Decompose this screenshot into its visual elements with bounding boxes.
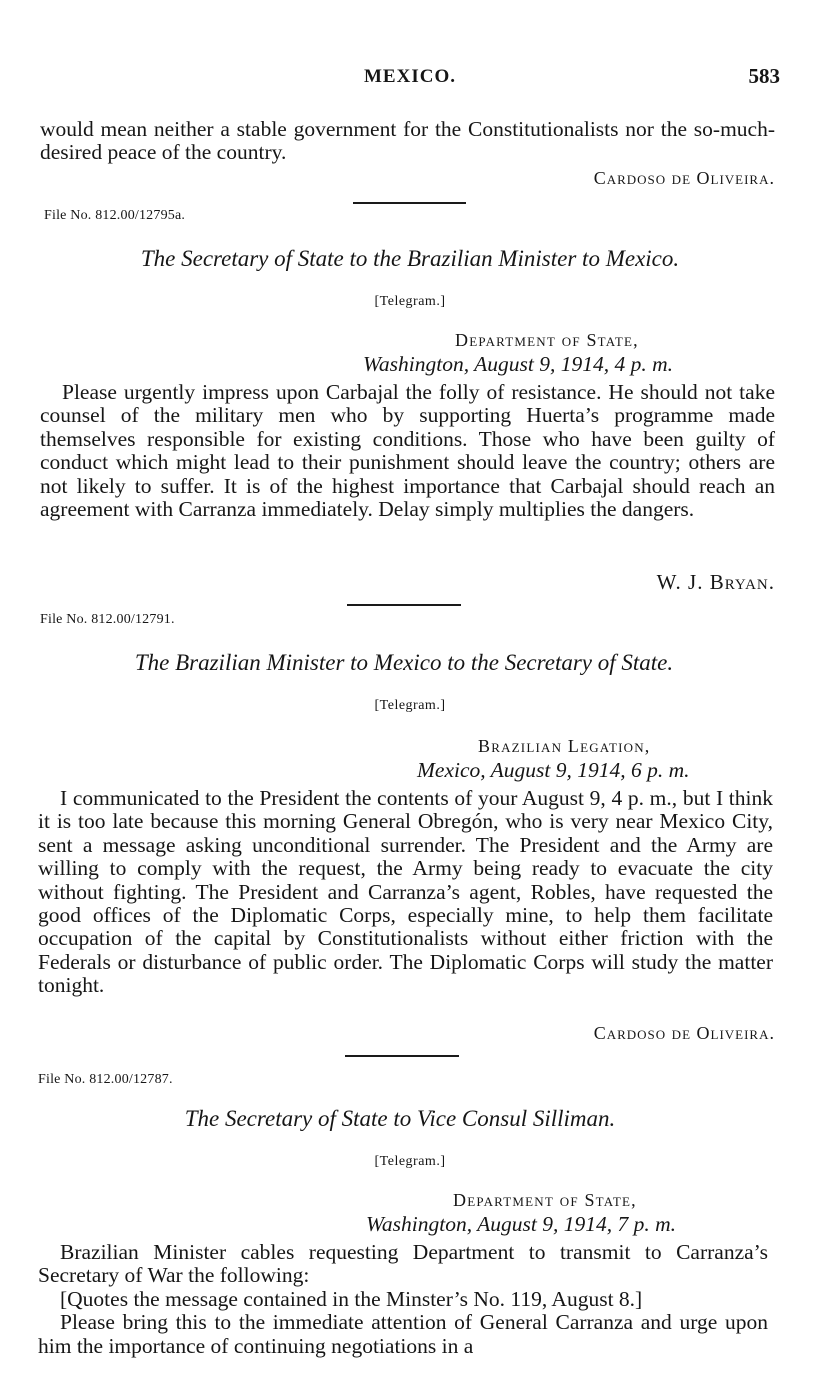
file-number: File No. 812.00/12791. xyxy=(40,612,175,627)
body-paragraph: I communicated to the President the contents of your August 9, 4 p. m., but I think it is too late because this morning General Obregón, who is very near Mexico City, sent a message asking unconditional surrender. The President and the Army are willing to comply with the request, the Army being ready to evacuate the city without fighting. The President and Carranza’s agent, Robles, have requested the good offices of the Diplomatic Corps, especially mine, to help them facilitate occupation of the capital by Constitutionalists without either friction with the Federals or disturbance of public order. The Diplomatic Corps will study the matter tonight. xyxy=(38,786,773,998)
telegram-label: [Telegram.] xyxy=(374,294,446,309)
document-heading: The Brazilian Minister to Mexico to the Secretary of State. xyxy=(134,650,674,675)
signature: Cardoso de Oliveira. xyxy=(593,1023,775,1043)
sender-office: Brazilian Legation, xyxy=(478,736,651,756)
signature: W. J. Bryan. xyxy=(656,570,775,594)
document-body xyxy=(38,787,773,998)
intro-block xyxy=(40,118,775,165)
body-paragraph: Please urgently impress upon Carbajal the folly of resistance. He should not take counsel of the military men who by supporting Huerta’s programme made themselves responsible for existing conditions. Those who have been guilty of conduct which might lead to their punishment should leave the country; others are not likely to suffer. It is of the highest importance that Carbajal should reach an agreement with Carranza immediately. Delay simply multiplies the dangers. xyxy=(40,380,775,522)
section-divider xyxy=(353,202,466,204)
telegram-label: [Telegram.] xyxy=(374,698,446,713)
intro-signature: Cardoso de Oliveira. xyxy=(593,168,775,188)
file-number: File No. 812.00/12787. xyxy=(38,1072,173,1087)
running-header xyxy=(40,66,780,96)
sender-office: Department of State, xyxy=(455,330,639,350)
body-paragraph: Brazilian Minister cables requesting Department to transmit to Carranza’s Secretary of War the following: xyxy=(38,1240,768,1288)
body-paragraph: [Quotes the message contained in the Minster’s No. 119, August 8.] xyxy=(60,1286,643,1311)
section-divider xyxy=(345,1055,459,1057)
document-body xyxy=(40,381,775,521)
document-heading: The Secretary of State to Vice Consul Silliman. xyxy=(184,1106,616,1131)
document-body xyxy=(38,1241,768,1358)
file-number: File No. 812.00/12795a. xyxy=(44,208,186,223)
dateline: Washington, August 9, 1914, 4 p. m. xyxy=(363,352,673,376)
telegram-label: [Telegram.] xyxy=(374,1154,446,1169)
document-heading: The Secretary of State to the Brazilian Minister to Mexico. xyxy=(140,246,680,271)
dateline: Mexico, August 9, 1914, 6 p. m. xyxy=(417,758,690,782)
body-paragraph: Please bring this to the immediate attention of General Carranza and urge upon him the importance of continuing negotiations in a xyxy=(38,1310,768,1358)
page-number: 583 xyxy=(748,64,780,88)
sender-office: Department of State, xyxy=(453,1190,637,1210)
dateline: Washington, August 9, 1914, 7 p. m. xyxy=(366,1212,676,1236)
section-divider xyxy=(347,604,461,606)
header-title: MEXICO. xyxy=(364,66,456,87)
intro-paragraph: would mean neither a stable government for the Constitutionalists nor the so-much-desired peace of the country. xyxy=(40,117,775,165)
